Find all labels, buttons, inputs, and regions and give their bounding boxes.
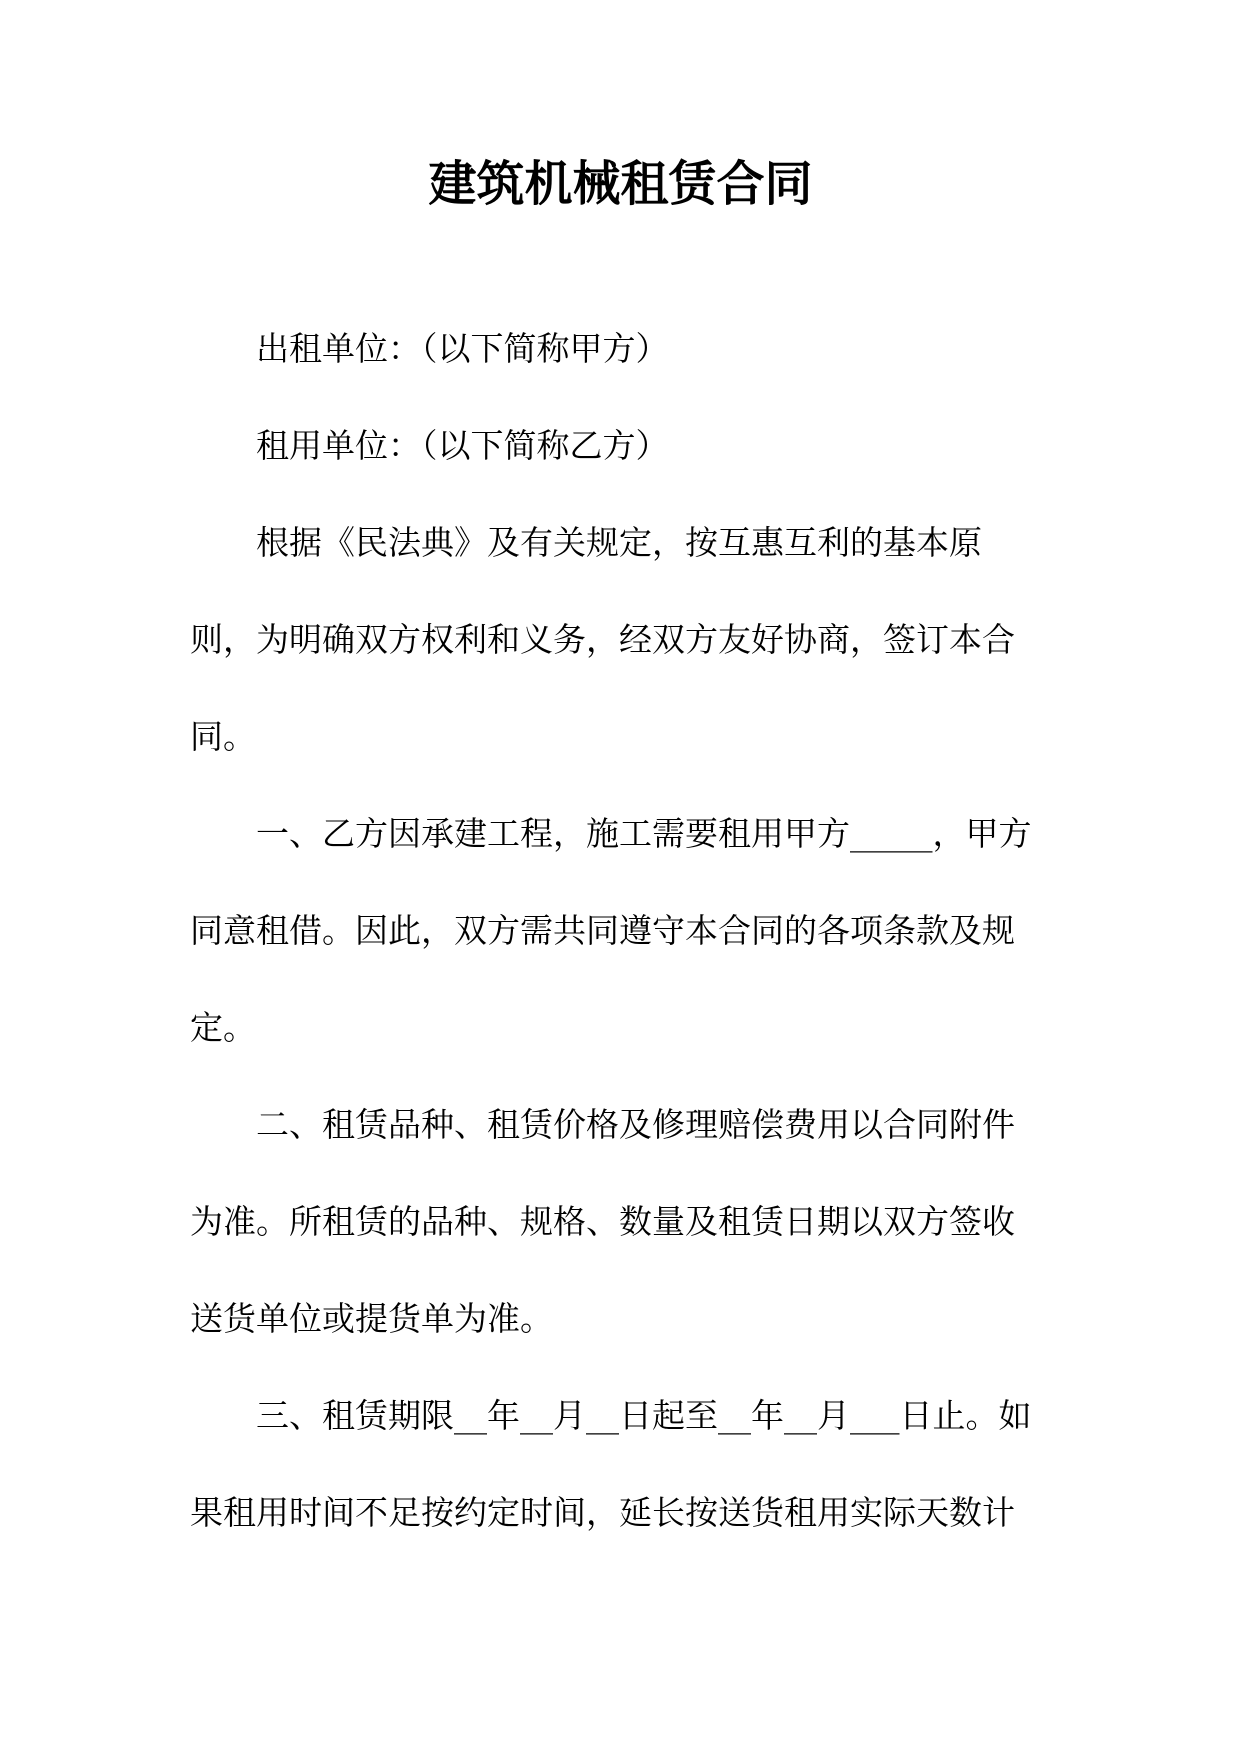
paragraph-line: 同。: [190, 717, 256, 756]
paragraph-line: 同意租借。因此，双方需共同遵守本合同的各项条款及规: [190, 911, 1015, 950]
paragraph-line: 根据《民法典》及有关规定，按互惠互利的基本原: [256, 523, 982, 562]
lessee-line: [190, 397, 1030, 494]
paragraph-line: 则，为明确双方权利和义务，经双方友好协商，签订本合: [190, 620, 1015, 659]
paragraph-line: 一、乙方因承建工程，施工需要租用甲方_____，甲方: [256, 814, 1032, 853]
paragraph-line: 定。: [190, 1008, 256, 1047]
paragraph-line: 送货单位或提货单为准。: [190, 1299, 553, 1338]
paragraph-line: 为准。所租赁的品种、规格、数量及租赁日期以双方签收: [190, 1202, 1015, 1241]
preamble-paragraph: [190, 494, 1030, 785]
paragraph-line: 二、租赁品种、租赁价格及修理赔偿费用以合同附件: [256, 1105, 1015, 1144]
lessor-line: [190, 300, 1030, 397]
paragraph-line: 出租单位：（以下简称甲方）: [256, 329, 669, 368]
clause-2-paragraph: [190, 1076, 1030, 1367]
clause-1-paragraph: [190, 785, 1030, 1076]
document-title: 建筑机械租赁合同: [428, 156, 813, 212]
clause-3-paragraph: [190, 1367, 1030, 1561]
paragraph-line: 租用单位：（以下简称乙方）: [256, 426, 669, 465]
paragraph-line: 果租用时间不足按约定时间，延长按送货租用实际天数计: [190, 1493, 1015, 1532]
paragraph-line: 三、租赁期限__年__月__日起至__年__月___日止。如: [256, 1396, 1032, 1435]
document-body: [190, 300, 1030, 1561]
